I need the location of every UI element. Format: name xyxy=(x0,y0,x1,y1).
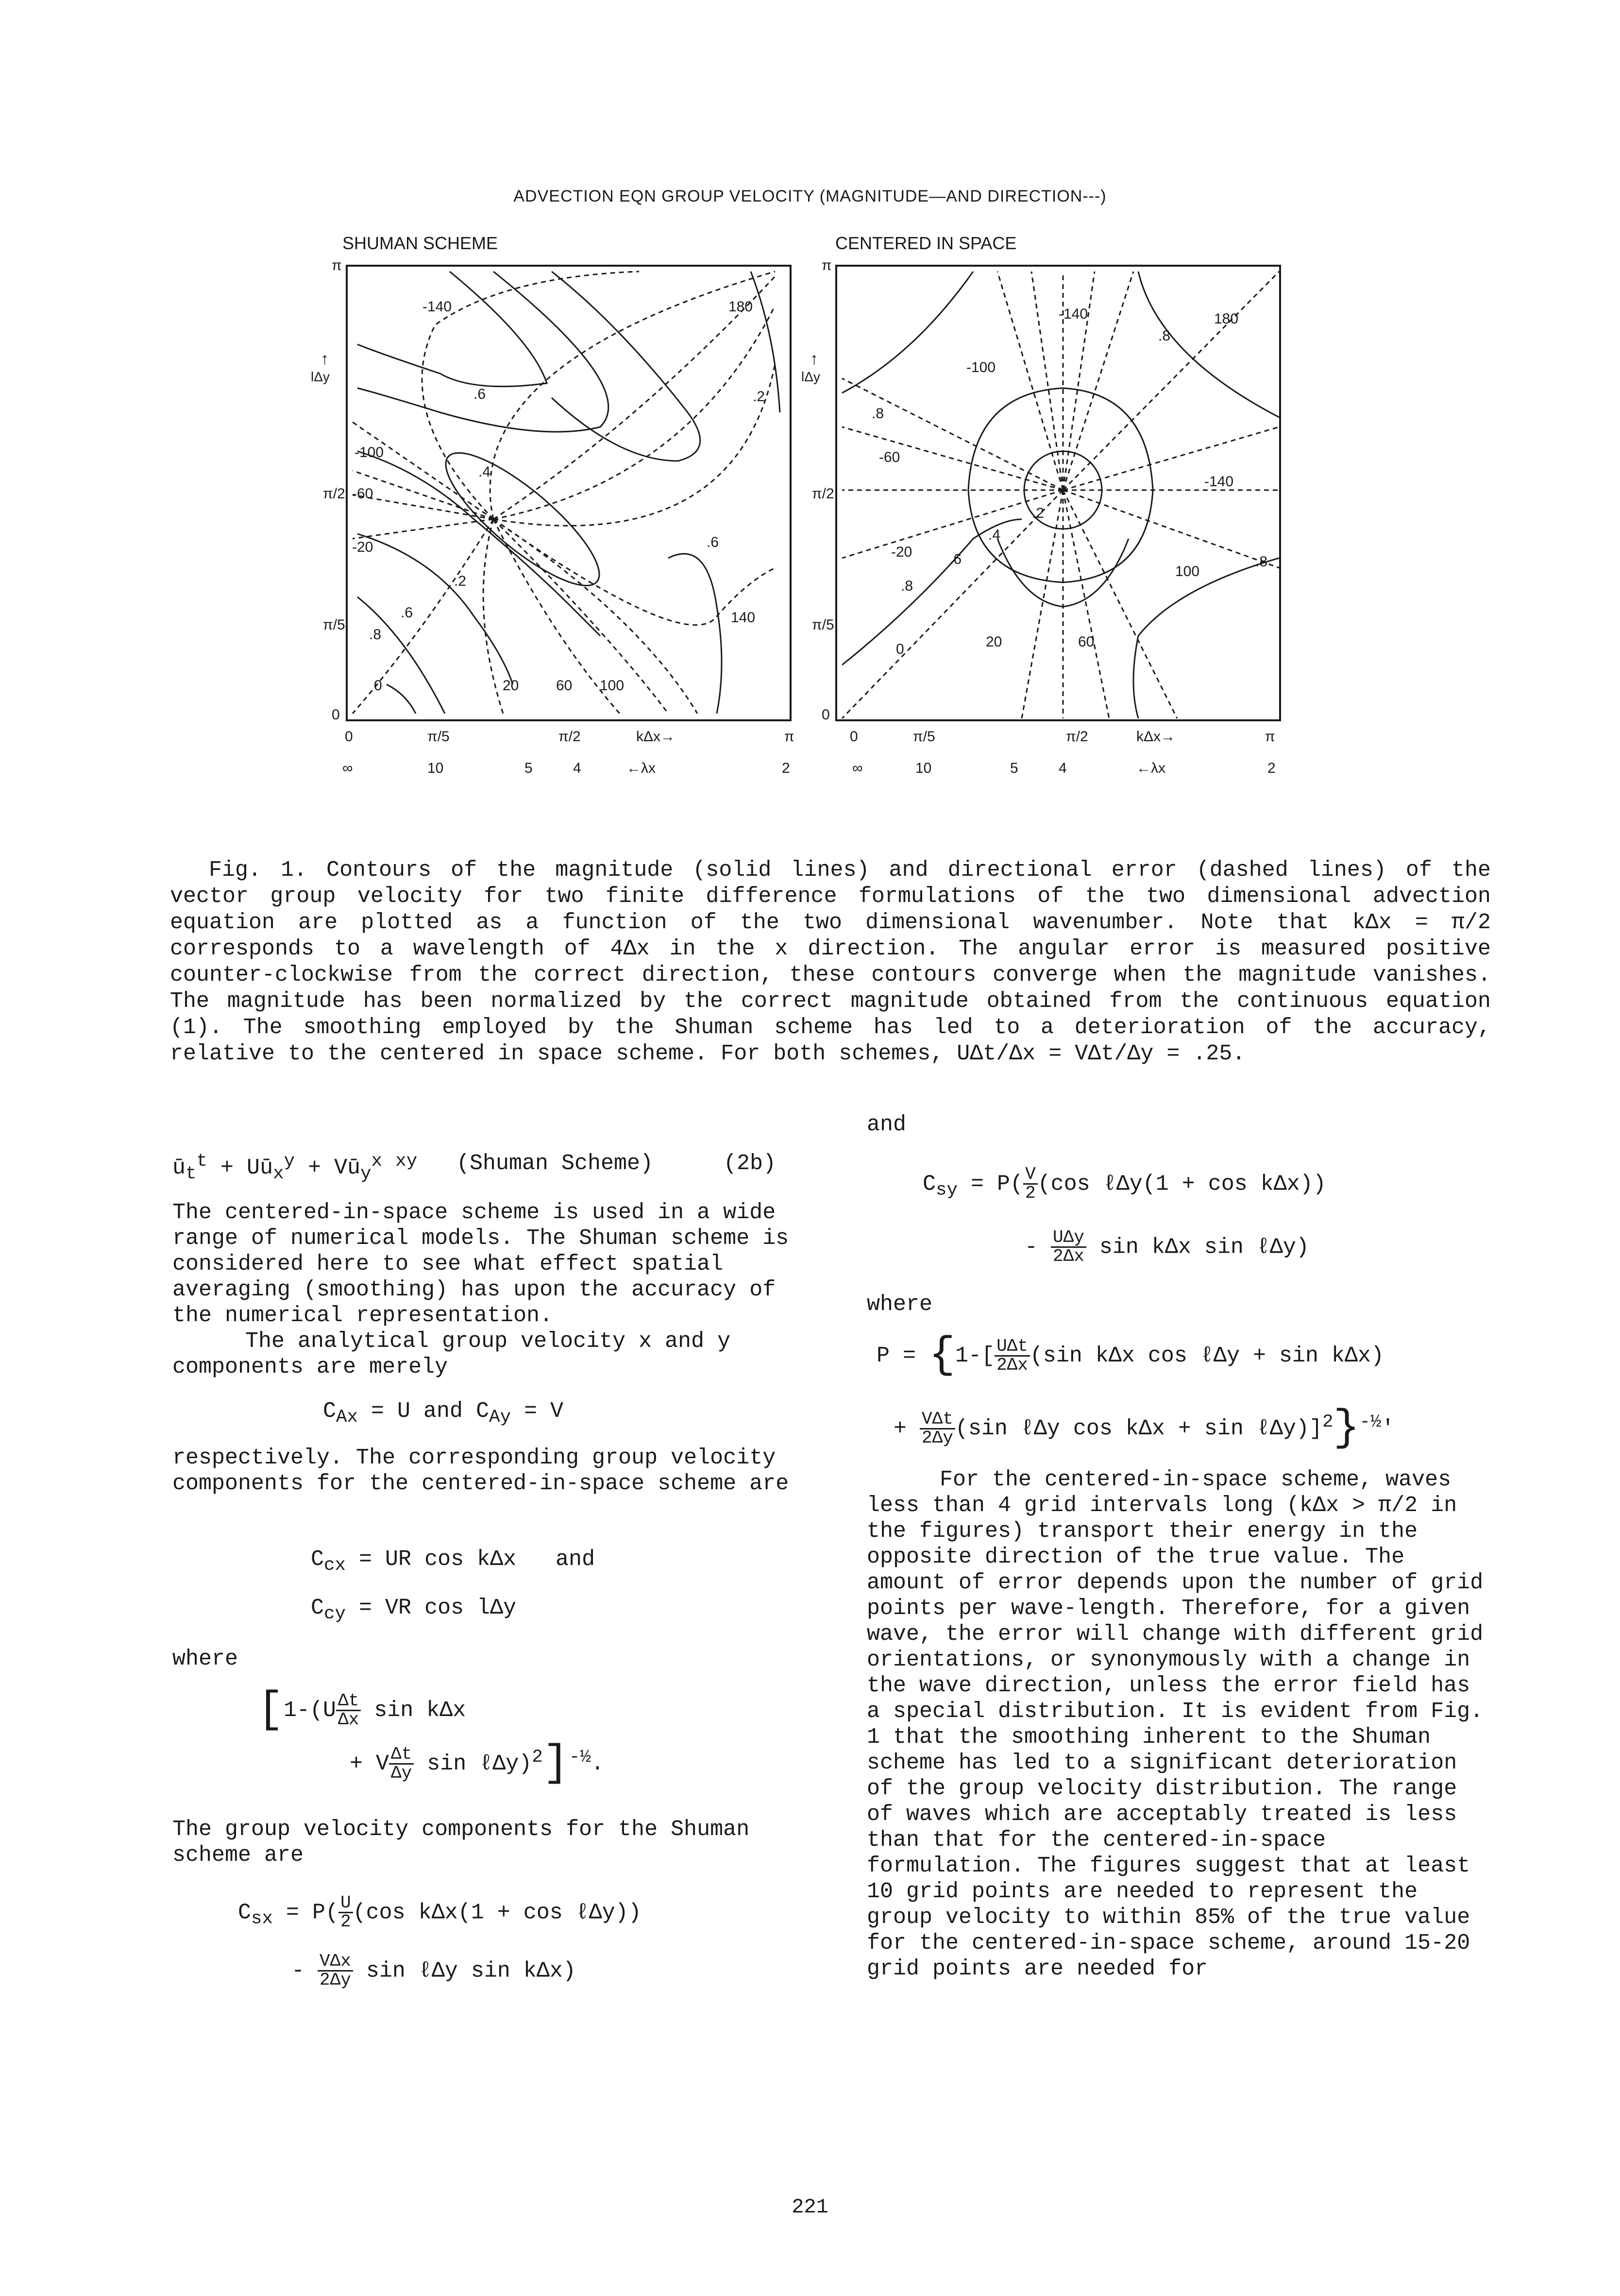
left-y-tick: π/2 xyxy=(323,486,345,502)
eq-R-2: + V $\frac{\Delta t}{\Delta y}$ sin ℓΔy)$^2$]$^{-\frac{1}{2}}$. xyxy=(350,1739,604,1788)
contour-label: -20 xyxy=(352,539,373,555)
contour-label: .8 xyxy=(1158,328,1171,344)
contour-label: -60 xyxy=(879,449,900,465)
right-y-tick: 0 xyxy=(822,707,830,723)
left-x-tick: π/2 xyxy=(558,729,581,745)
caption-text: Fig. 1. Contours of the magnitude (solid lines) and directional error (dashed lines) of the vector group velocity for two finite difference formulations of the two dimensional advection equation are plotted as a function of the two dimensional wavenumber. Note that kΔx = π/2 corresponds to a wavelength of 4Δx in the x direction. The angular error is measured positive counter-clockwise from the correct direction, these contours converge when the magnitude vanishes. The magnitude has been normalized by the correct magnitude obtained from the continuous equation (1). The smoothing employed by the Shuman scheme has led to a deterioration of the accuracy, relative to the centered in space scheme. For both schemes, UΔt/Δx = VΔt/Δy = .25. xyxy=(170,858,1491,1066)
page-number: 221 xyxy=(792,2195,828,2219)
eq-2b: $ū_t^t$ + $Uū_x^y$ + $Vū_y^x$ $^{xy}$ xyxy=(172,1151,418,1184)
right-y-tick: π/5 xyxy=(812,617,834,633)
eq-csx-2: - $\frac{\text{VΔx}}{2\Delta y}$ sin ℓΔy sin kΔx) xyxy=(291,1951,576,1990)
eq-analytic: $C_{Ax} = U$ and $C_{Ay} = V$ xyxy=(323,1399,564,1428)
eq-2b-number: (2b) xyxy=(724,1151,776,1176)
right-x-tick: π/5 xyxy=(913,729,935,745)
left-panel-frame xyxy=(346,265,792,721)
left-lambda-tick: 5 xyxy=(524,760,533,776)
right-x-tick: π/2 xyxy=(1066,729,1088,745)
left-lambda-tick: ∞ xyxy=(342,760,353,776)
contour-label: 180 xyxy=(728,299,753,315)
right-lambda-tick: 5 xyxy=(1010,760,1018,776)
left-para-1 xyxy=(172,1200,789,1380)
left-para-3: respectively. The corresponding group velocity components for the centered-in-space scheme are xyxy=(172,1446,789,1496)
right-lambda-tick: ←λx xyxy=(1136,760,1165,776)
left-x-tick: π xyxy=(784,729,794,745)
contour-label: 100 xyxy=(600,678,624,694)
figure-title: ADVECTION EQN GROUP VELOCITY (MAGNITUDE—AND DIRECTION---) xyxy=(513,187,1107,205)
left-x-tick: π/5 xyxy=(427,729,450,745)
contour-label: 0 xyxy=(896,641,904,657)
left-lambda-tick: ←λx xyxy=(626,760,656,776)
and-text: and xyxy=(867,1112,907,1137)
contour-label: 140 xyxy=(731,610,756,626)
right-y-arrow-icon: ↑ xyxy=(810,350,818,368)
eq-P: P = {1-[ $\frac{\text{UΔt}}{2\Delta x}$ (sin kΔx cos ℓΔy + sin kΔx) xyxy=(877,1331,1384,1380)
contour-label: 0 xyxy=(374,678,382,694)
where-2: where xyxy=(867,1292,933,1317)
right-lambda-tick: 4 xyxy=(1059,760,1067,776)
where-1: where xyxy=(172,1647,238,1671)
left-panel-title: SHUMAN SCHEME xyxy=(342,233,498,253)
left-lambda-tick: 10 xyxy=(427,760,444,776)
contour-label: .4 xyxy=(478,464,491,480)
right-lambda-tick: 2 xyxy=(1267,760,1276,776)
contour-label: 100 xyxy=(1175,563,1200,579)
eq-R: [1-(U $\frac{\Delta t}{\Delta x}$ sin kΔx xyxy=(257,1685,466,1735)
left-y-tick: π xyxy=(332,257,342,273)
para-text: The analytical group velocity x and y components are merely xyxy=(172,1329,731,1379)
contour-label: .6 xyxy=(707,534,719,550)
contour-label: 60 xyxy=(1078,634,1095,650)
left-y-tick: π/5 xyxy=(323,617,345,633)
eq-csy-2: - $\frac{\text{UΔy}}{2\Delta x}$ sin kΔx sin ℓΔy) xyxy=(1025,1227,1309,1266)
right-y-tick: π/2 xyxy=(812,486,834,502)
eq-ccy-text: = VR cos lΔy xyxy=(359,1596,517,1620)
right-lambda-tick: ∞ xyxy=(852,760,863,776)
contour-label: -140 xyxy=(1059,306,1088,322)
eq-csy: $C_{sy} = P$( $\frac{V}{2}$ (cos ℓΔy(1 + cos kΔx)) xyxy=(923,1164,1326,1203)
contour-label: 20 xyxy=(986,634,1002,650)
eq-csx: $C_{sx} = P$( $\frac{U}{2}$ (cos kΔx(1 + cos ℓΔy)) xyxy=(238,1893,641,1932)
right-panel-title: CENTERED IN SPACE xyxy=(835,233,1017,253)
contour-label: .4 xyxy=(988,527,1001,543)
contour-label: 60 xyxy=(556,678,573,694)
contour-label: -100 xyxy=(966,359,996,375)
contour-label: .2 xyxy=(753,389,765,405)
left-x-tick: 0 xyxy=(345,729,353,745)
contour-label: 180 xyxy=(1214,311,1239,327)
eq-ccy: $C_{cy}$ = VR cos lΔy xyxy=(311,1596,517,1624)
left-para-4: The group velocity components for the Shuman scheme are xyxy=(172,1817,750,1868)
contour-label: -60 xyxy=(352,486,373,502)
contour-label: .2 xyxy=(454,573,467,589)
para-text: The centered-in-space scheme is used in a wide range of numerical models. The Shuman scheme is considered here to see what effect spatial averaging (smoothing) has upon the accuracy of the numerical representation. xyxy=(172,1200,789,1328)
eq-P-2: + $\frac{\text{VΔt}}{2\Delta y}$ (sin ℓΔy cos kΔx + sin ℓΔy)]$^2$}$^{-\frac{1}{2}}$' xyxy=(894,1404,1395,1453)
contour-label: -20 xyxy=(891,544,912,560)
contour-label: .6 xyxy=(401,605,413,621)
left-lambda-tick: 2 xyxy=(782,760,790,776)
contour-label: -140 xyxy=(422,299,452,315)
right-x-tick: π xyxy=(1265,729,1275,745)
contour-label: .2 xyxy=(1032,505,1045,521)
left-lambda-tick: 4 xyxy=(573,760,581,776)
right-para-5 xyxy=(867,1467,1493,1982)
contour-label: .8 xyxy=(1255,554,1268,570)
right-x-tick: 0 xyxy=(850,729,858,745)
left-y-tick: 0 xyxy=(332,707,340,723)
left-y-axis-label: lΔy xyxy=(311,369,330,384)
eq-ccx-text: = UR cos kΔx and xyxy=(359,1547,595,1572)
right-x-tick: kΔx→ xyxy=(1136,729,1176,745)
contour-label: -140 xyxy=(1204,474,1234,490)
contour-label: .6 xyxy=(949,551,962,567)
contour-label: 20 xyxy=(503,678,519,694)
contour-label: -100 xyxy=(354,444,384,460)
figure-caption xyxy=(170,857,1491,1067)
contour-label: .6 xyxy=(473,386,486,402)
eq-2b-label: (Shuman Scheme) xyxy=(456,1151,654,1176)
contour-label: .8 xyxy=(901,578,913,594)
contour-label: .8 xyxy=(369,627,382,643)
contour-label: .8 xyxy=(872,406,884,422)
left-y-arrow-icon: ↑ xyxy=(321,350,329,368)
para-text: For the centered-in-space scheme, waves less than 4 grid intervals long (kΔx > π/2 in the figures) transport their energy in the opposite direction of the true value. The amount of error depends upon the number of grid points per wave-length. Therefore, for a given wave, the error will change with different grid orientations, or synonymously with a change in the wave direction, unless the error field has a special distribution. It is evident from Fig. 1 that the smoothing inherent to the Shuman scheme has led to a significant deterioration of the group velocity distribution. The range of waves which are acceptably treated is less than that for the centered-in-space formulation. The figures suggest that at least 10 grid points are needed to represent the group velocity to within 85% of the true value for the centered-in-space scheme, around 15-20 grid points are needed for xyxy=(867,1467,1484,1981)
left-x-tick: kΔx→ xyxy=(636,729,675,745)
right-lambda-tick: 10 xyxy=(915,760,932,776)
right-y-axis-label: lΔy xyxy=(801,369,820,384)
right-y-tick: π xyxy=(822,257,832,273)
left-panel-contours xyxy=(348,267,790,719)
eq-ccx: $C_{cx}$ = UR cos kΔx and xyxy=(311,1547,595,1576)
